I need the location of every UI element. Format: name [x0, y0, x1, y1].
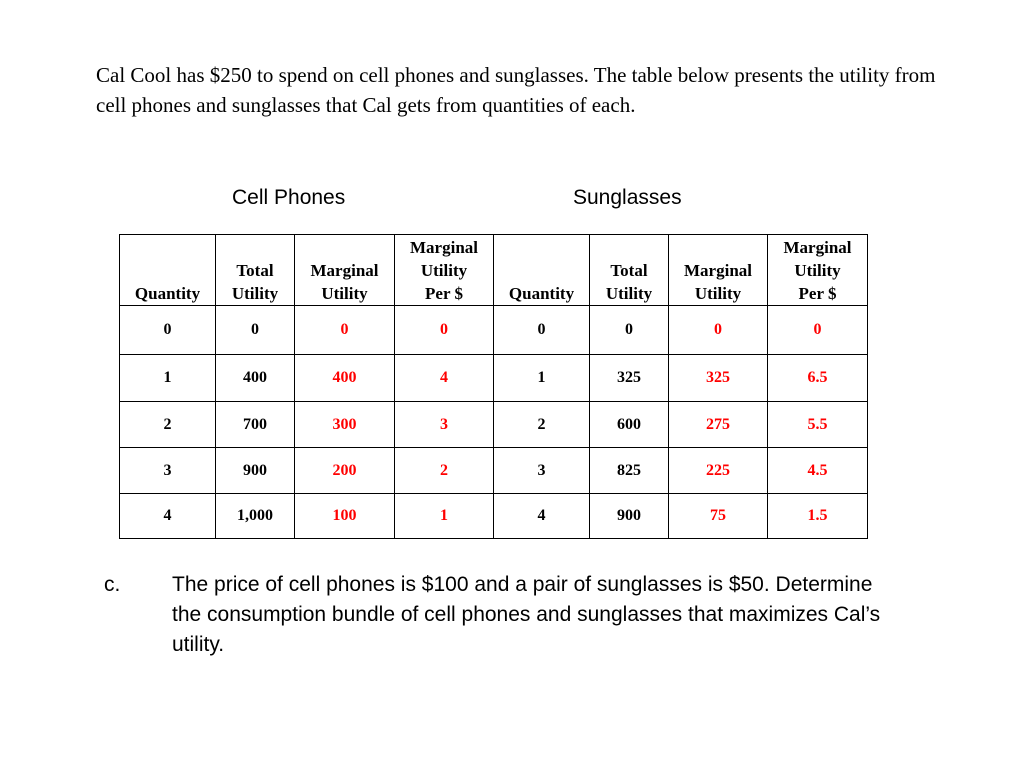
question-text: The price of cell phones is $100 and a pair of sunglasses is $50. Determine the consumption bundle of cell phones and sunglasses that maximizes Cal’s utility. — [172, 573, 881, 656]
table-cell: 3 — [494, 448, 590, 494]
header-line: Utility — [321, 284, 368, 303]
table-cell: 225 — [669, 448, 768, 494]
header-line: Per $ — [425, 284, 463, 303]
table-cell: 900 — [590, 494, 669, 539]
table-cell: 0 — [590, 306, 669, 355]
table-cell: 1 — [395, 494, 494, 539]
table-cell: 3 — [120, 448, 216, 494]
header-line: Quantity — [508, 284, 575, 303]
table-cell: 2 — [494, 402, 590, 448]
table-cell: 4 — [494, 494, 590, 539]
table-cell: 0 — [295, 306, 395, 355]
table-cell: 400 — [216, 355, 295, 402]
table-cell: 900 — [216, 448, 295, 494]
header-cell-phones-total-utility — [216, 235, 295, 306]
header-line: Utility — [794, 261, 841, 280]
table-cell: 1 — [120, 355, 216, 402]
header-sunglasses-marginal-utility — [669, 235, 768, 306]
table-cell: 1 — [494, 355, 590, 402]
header-line: Utility — [605, 284, 653, 303]
header-sunglasses-quantity — [494, 235, 590, 306]
table-cell: 4 — [395, 355, 494, 402]
table-row — [120, 306, 868, 355]
table-cell: 1.5 — [768, 494, 868, 539]
table-cell: 400 — [295, 355, 395, 402]
table-cell: 300 — [295, 402, 395, 448]
header-line: Total — [236, 261, 274, 280]
table-cell: 0 — [669, 306, 768, 355]
table-cell: 0 — [768, 306, 868, 355]
table-cell: 4.5 — [768, 448, 868, 494]
question-letter: c. — [104, 573, 121, 596]
table-cell: 2 — [395, 448, 494, 494]
sunglasses-label: Sunglasses — [573, 186, 682, 209]
intro-paragraph: Cal Cool has $250 to spend on cell phones and sunglasses. The table below presents the utility from cell phones and sunglasses that Cal gets from quantities of each. — [96, 63, 936, 117]
table-cell: 100 — [295, 494, 395, 539]
header-sunglasses-mu-per-dollar — [768, 235, 868, 306]
table-cell: 825 — [590, 448, 669, 494]
table-cell: 600 — [590, 402, 669, 448]
table-row — [120, 494, 868, 539]
table-cell: 0 — [120, 306, 216, 355]
table-cell: 6.5 — [768, 355, 868, 402]
header-line: Per $ — [798, 284, 837, 303]
table-cell: 3 — [395, 402, 494, 448]
table-cell: 700 — [216, 402, 295, 448]
header-cell-phones-marginal-utility — [295, 235, 395, 306]
table-cell: 0 — [216, 306, 295, 355]
table-cell: 325 — [669, 355, 768, 402]
header-cell-phones-quantity — [120, 235, 216, 306]
table-cell: 5.5 — [768, 402, 868, 448]
header-line: Marginal — [310, 261, 379, 280]
table-cell: 200 — [295, 448, 395, 494]
table-cell: 0 — [494, 306, 590, 355]
header-line: Marginal — [783, 238, 852, 257]
header-line: Utility — [694, 284, 742, 303]
table-cell: 0 — [395, 306, 494, 355]
utility-table — [119, 234, 868, 539]
header-line: Marginal — [684, 261, 752, 280]
table-cell: 4 — [120, 494, 216, 539]
table-row — [120, 448, 868, 494]
header-sunglasses-total-utility — [590, 235, 669, 306]
header-line: Utility — [420, 261, 468, 280]
table-cell: 2 — [120, 402, 216, 448]
cell-phones-label: Cell Phones — [232, 186, 346, 209]
table-cell: 75 — [669, 494, 768, 539]
table-row — [120, 355, 868, 402]
header-line: Total — [610, 261, 648, 280]
table-cell: 1,000 — [216, 494, 295, 539]
header-line: Marginal — [410, 238, 478, 257]
table-cell: 275 — [669, 402, 768, 448]
header-cell-phones-mu-per-dollar — [395, 235, 494, 306]
table-row — [120, 402, 868, 448]
table-header-row — [120, 235, 868, 306]
table-cell: 325 — [590, 355, 669, 402]
header-line: Utility — [231, 284, 279, 303]
header-line: Quantity — [134, 284, 201, 303]
